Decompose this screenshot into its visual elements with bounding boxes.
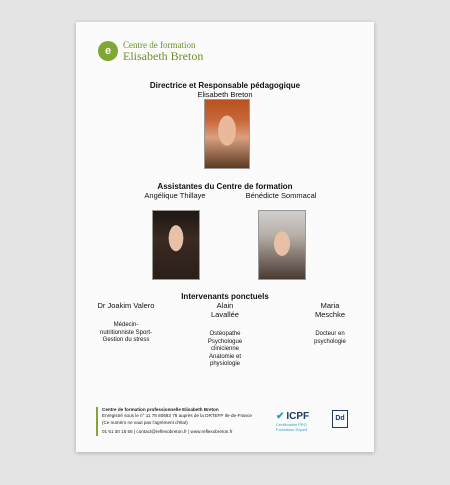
footer-contact: 01 61 30 15 56 | contact@reflexobreton.fr | www.reflexobreton.fr: [102, 429, 233, 435]
speaker-2: [185, 301, 265, 369]
icpf-logo: [276, 411, 326, 422]
director-role: Directrice et Responsable pédagogique: [149, 81, 301, 90]
icpf-label: ICPF: [286, 411, 310, 422]
assistant-photo-2: [258, 210, 306, 280]
footer-note: (Ce numéro ne vaut pas l'agrément d'état): [102, 419, 188, 425]
logo-line1: Centre de formation: [123, 40, 196, 50]
footer-name: Centre de formation professionnelle Elisabeth Breton: [102, 407, 219, 412]
assistant-name: Bénédicte Sommacal: [245, 191, 317, 200]
speaker-name: Dr Joakim Valero: [97, 301, 155, 310]
assistant-photo-1: [152, 210, 200, 280]
icpf-certification: [276, 411, 326, 432]
speaker-3: [290, 301, 370, 346]
assistants-heading: Assistantes du Centre de formation: [157, 182, 293, 191]
footer-info: [96, 407, 262, 436]
logo: [98, 40, 203, 62]
icpf-sub1: Certification PRO: [276, 422, 307, 427]
speaker-name: Alain Lavallée: [211, 301, 239, 319]
director-photo: [204, 99, 250, 169]
speaker-role: Ostéopathe Psychologue clinicienne Anatomie et physiologie: [207, 331, 243, 367]
assistant-2: [242, 191, 320, 200]
check-icon: ✔: [276, 411, 285, 422]
footer-registration: Enregistré sous le n° 11 78 80683 78 auprès de la DRTEFP Ile-de-France: [102, 413, 252, 419]
speaker-role: Docteur en psychologie: [314, 331, 346, 345]
logo-text: [123, 40, 203, 62]
director-name: Elisabeth Breton: [197, 90, 253, 99]
speaker-1: [86, 301, 166, 345]
logo-line2: Elisabeth Breton: [123, 49, 204, 63]
assistant-name: Angélique Thillaye: [144, 191, 206, 200]
datadock-logo: Dd: [332, 410, 348, 428]
icpf-sub2: Formateur Expert: [276, 427, 308, 432]
logo-icon: e: [98, 41, 118, 61]
assistant-1: [136, 191, 214, 200]
document-page: [76, 22, 374, 452]
speaker-role: Médecin-nutritionniste Sport-Gestion du stress: [99, 322, 153, 343]
speaker-name: Maria Meschke: [314, 301, 345, 319]
speakers-heading: Intervenants ponctuels: [181, 292, 269, 301]
